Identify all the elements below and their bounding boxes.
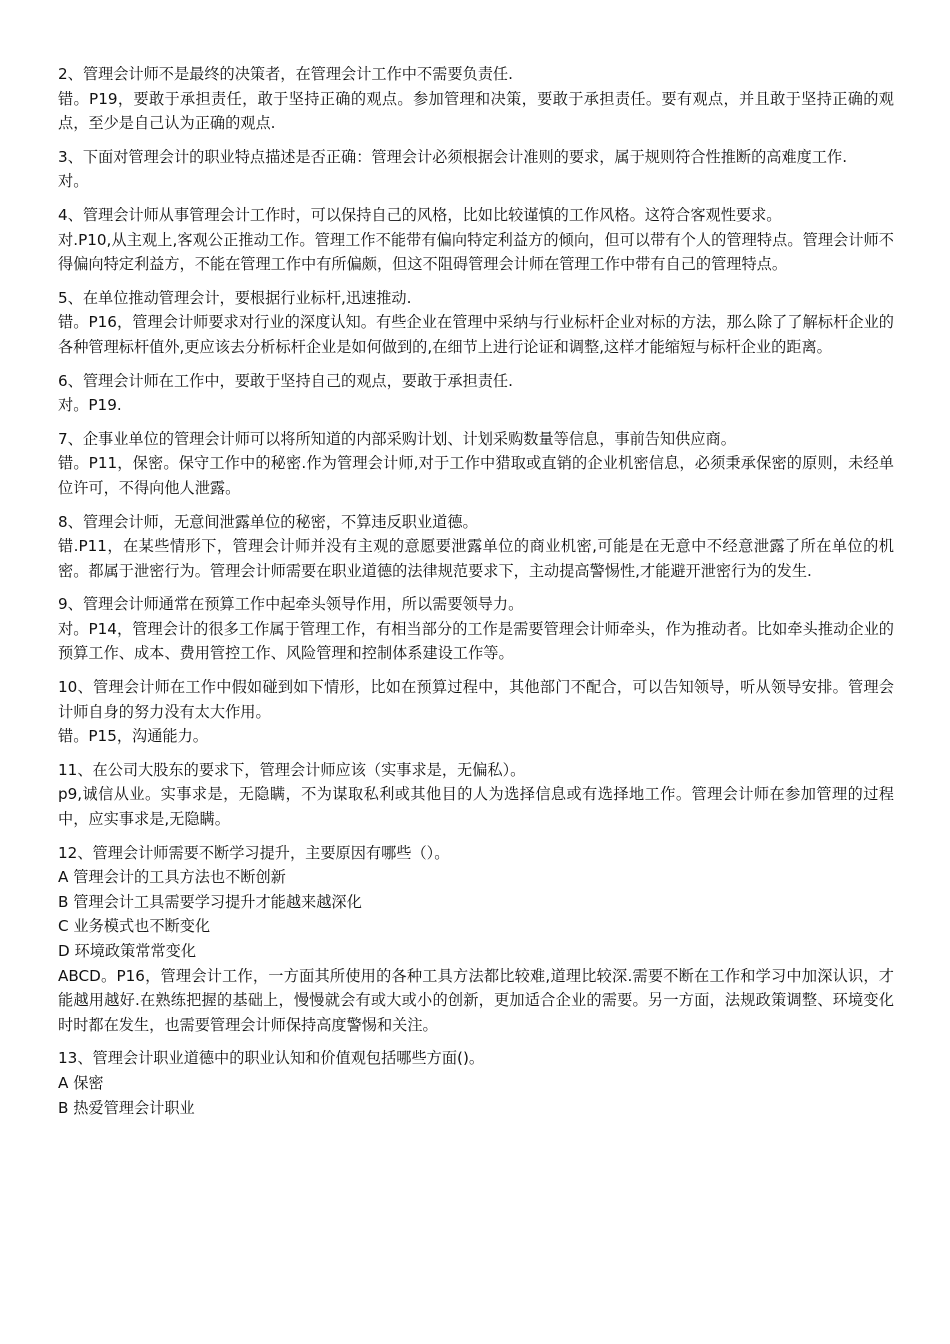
- question-text: 11、在公司大股东的要求下，管理会计师应该（实事求是，无偏私）。: [58, 760, 526, 779]
- answer-text: ABCD。P16，管理会计工作，一方面其所使用的各种工具方法都比较难,道理比较深.需要不断在工作和学习中加深认识，才能越用越好.在熟练把握的基础上，慢慢就会有或大或小的创新，更加适合企业的需要。另一方面，法规政策调整、环境变化时时都在发生，也需要管理会计师保持高度警惕和关注。: [58, 966, 894, 1034]
- answer-text: 对。P14，管理会计的很多工作属于管理工作，有相当部分的工作是需要管理会计师牵头，作为推动者。比如牵头推动企业的预算工作、成本、费用管控工作、风险管理和控制体系建设工作等。: [58, 619, 894, 663]
- question-text: 4、管理会计师从事管理会计工作时，可以保持自己的风格，比如比较谨慎的工作风格。这符合客观性要求。: [58, 205, 782, 224]
- question-text: 8、管理会计师，无意间泄露单位的秘密，不算违反职业道德。: [58, 512, 478, 531]
- qa-item-13: [58, 1046, 894, 1120]
- option-a: A 管理会计的工具方法也不断创新: [58, 868, 286, 887]
- qa-item-6: [58, 369, 894, 418]
- question-text: 5、在单位推动管理会计，要根据行业标杆,迅速推动.: [58, 288, 412, 307]
- qa-item-4: [58, 203, 894, 277]
- answer-text: 对。: [58, 172, 89, 191]
- qa-item-7: [58, 427, 894, 501]
- option-b: B 热爱管理会计职业: [58, 1098, 195, 1117]
- answer-text: 错。P19，要敢于承担责任，敢于坚持正确的观点。参加管理和决策，要敢于承担责任。要有观点，并且敢于坚持正确的观点，至少是自己认为正确的观点.: [58, 89, 894, 133]
- document-page: [58, 62, 894, 1129]
- question-text: 7、企事业单位的管理会计师可以将所知道的内部采购计划、计划采购数量等信息，事前告知供应商。: [58, 429, 736, 448]
- qa-item-11: [58, 758, 894, 832]
- question-text: 3、下面对管理会计的职业特点描述是否正确：管理会计必须根据会计准则的要求，属于规则符合性推断的高难度工作.: [58, 147, 848, 166]
- option-a: A 保密: [58, 1073, 104, 1092]
- question-text: 13、管理会计职业道德中的职业认知和价值观包括哪些方面()。: [58, 1049, 485, 1068]
- answer-text: p9,诚信从业。实事求是，无隐瞒，不为谋取私利或其他目的人为选择信息或有选择地工作。管理会计师在参加管理的过程中，应实事求是,无隐瞒。: [58, 785, 894, 829]
- question-text: 10、管理会计师在工作中假如碰到如下情形，比如在预算过程中，其他部门不配合，可以告知领导，听从领导安排。管理会计师自身的努力没有太大作用。: [58, 678, 894, 721]
- answer-text: 对。P19.: [58, 396, 122, 415]
- qa-item-8: [58, 510, 894, 584]
- qa-item-3: [58, 145, 894, 194]
- option-b: B 管理会计工具需要学习提升才能越来越深化: [58, 892, 362, 911]
- question-text: 6、管理会计师在工作中，要敢于坚持自己的观点，要敢于承担责任.: [58, 371, 513, 390]
- qa-item-2: [58, 62, 894, 136]
- question-text: 12、管理会计师需要不断学习提升，主要原因有哪些（）。: [58, 843, 450, 862]
- qa-item-5: [58, 286, 894, 360]
- answer-text: 对.P10,从主观上,客观公正推动工作。管理工作不能带有偏向特定利益方的倾向，但可以带有个人的管理特点。管理会计师不得偏向特定利益方，不能在管理工作中有所偏颇，但这不阻碍管理会计师在管理工作中带有自己的管理特点。: [58, 230, 894, 274]
- question-text: 2、管理会计师不是最终的决策者，在管理会计工作中不需要负责任.: [58, 65, 513, 83]
- qa-item-9: [58, 592, 894, 666]
- qa-item-10: [58, 675, 894, 749]
- answer-text: 错。P11，保密。保守工作中的秘密.作为管理会计师,对于工作中猎取或直销的企业机密信息，必须秉承保密的原则，未经单位许可，不得向他人泄露。: [58, 454, 894, 497]
- qa-item-12: [58, 841, 894, 1038]
- answer-text: 错.P11，在某些情形下，管理会计师并没有主观的意愿要泄露单位的商业机密,可能是在无意中不经意泄露了所在单位的机密。都属于泄密行为。管理会计师需要在职业道德的法律规范要求下，主动提高警惕性,才能避开泄密行为的发生.: [58, 537, 894, 580]
- option-d: D 环境政策常常变化: [58, 942, 197, 960]
- answer-text: 错。P15，沟通能力。: [58, 727, 208, 746]
- question-text: 9、管理会计师通常在预算工作中起牵头领导作用，所以需要领导力。: [58, 595, 524, 614]
- answer-text: 错。P16，管理会计师要求对行业的深度认知。有些企业在管理中采纳与行业标杆企业对标的方法，那么除了了解标杆企业的各种管理标杆值外,更应该去分析标杆企业是如何做到的,在细节上进行论证和调整,这样才能缩短与标杆企业的距离。: [58, 313, 894, 356]
- option-c: C 业务模式也不断变化: [58, 917, 211, 936]
